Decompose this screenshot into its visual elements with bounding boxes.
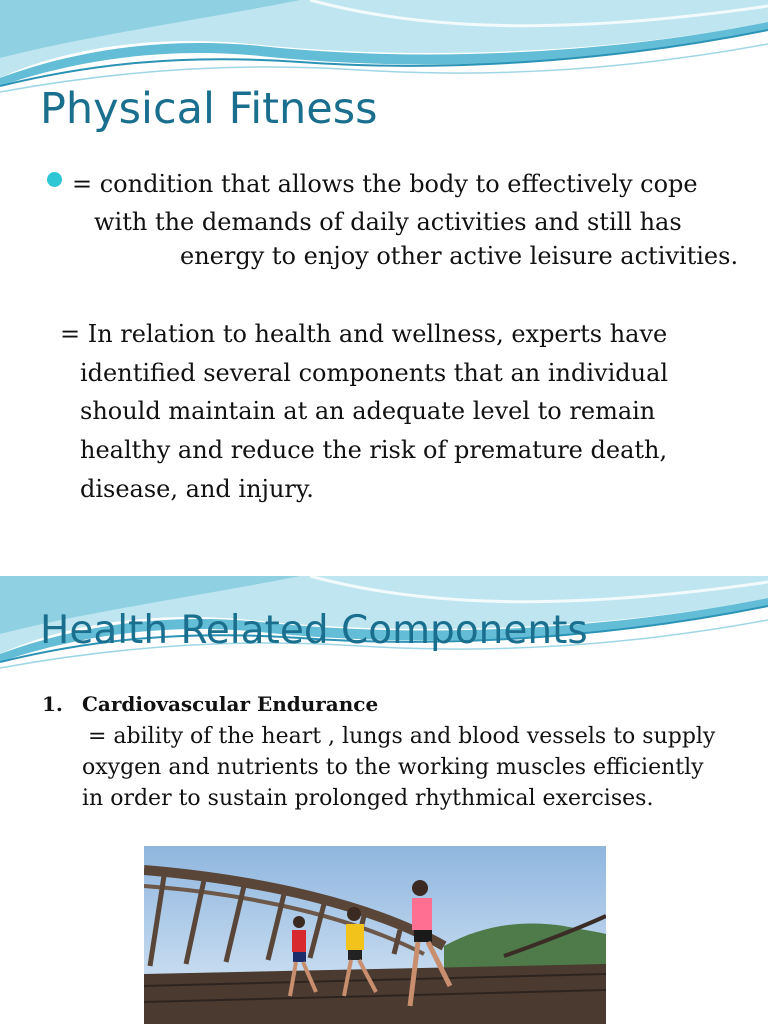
bullet-text-line: with the demands of daily activities and still has — [94, 208, 682, 236]
list-item-text-line: oxygen and nutrients to the working muscles efficiently — [82, 755, 704, 780]
runners-photo-icon — [144, 846, 606, 1024]
bullet-icon — [47, 172, 62, 187]
paragraph-line: healthy and reduce the risk of premature death, — [80, 436, 668, 464]
slide-health-components — [0, 576, 768, 1024]
list-item-title: Cardiovascular Endurance — [82, 692, 379, 716]
paragraph-line: = In relation to health and wellness, experts have — [60, 320, 668, 348]
list-item-text-line: = ability of the heart , lungs and blood vessels to supply — [88, 724, 716, 749]
bullet-text-line: energy to enjoy other active leisure activities. — [180, 242, 739, 270]
paragraph-line: should maintain at an adequate level to remain — [80, 397, 656, 425]
list-item-text-line: in order to sustain prolonged rhythmical exercises. — [82, 786, 654, 811]
paragraph-line: identified several components that an individual — [80, 359, 669, 387]
paragraph-line: disease, and injury. — [80, 475, 314, 503]
slide-title: Health Related Components — [40, 608, 588, 653]
runners-photo — [144, 846, 606, 1024]
list-number: 1. — [42, 692, 63, 716]
slide-title: Physical Fitness — [40, 84, 378, 134]
bullet-text-line: = condition that allows the body to effectively cope — [72, 170, 698, 198]
